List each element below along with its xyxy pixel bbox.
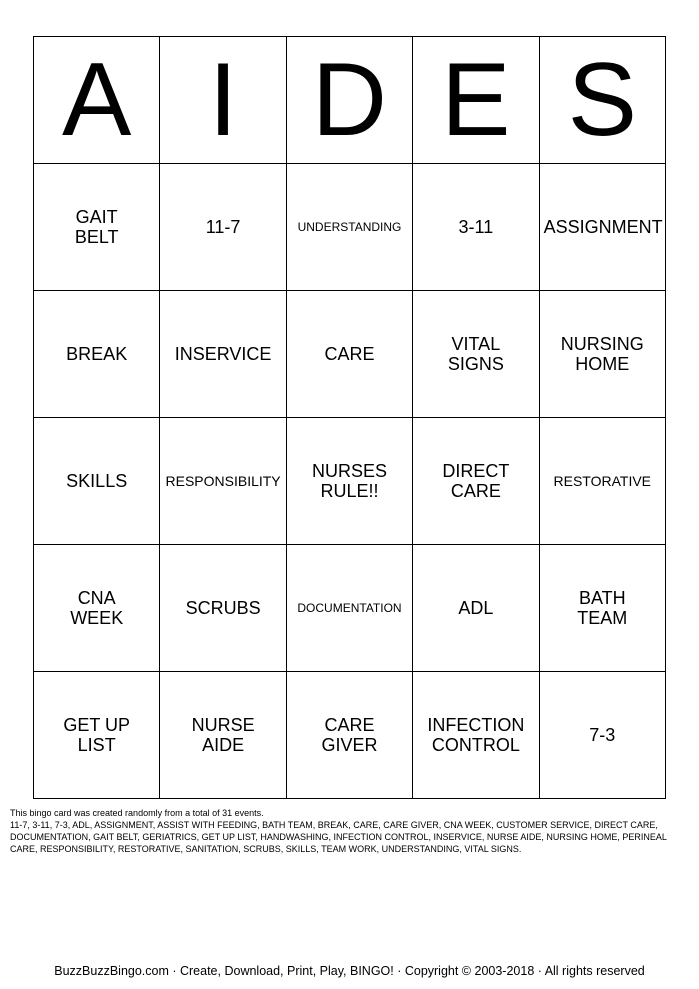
cell-text: NURSES RULE!! <box>311 461 387 501</box>
cell-text: RESPONSIBILITY <box>165 473 281 489</box>
cell-text: SCRUBS <box>185 598 261 618</box>
header-letter-s: S <box>539 37 665 164</box>
cell-text: NURSING HOME <box>560 334 644 374</box>
card-row-5 <box>34 672 666 799</box>
cell-r5-c1 <box>34 672 160 799</box>
cell-r1-c3 <box>286 164 412 291</box>
cell-text: RESTORATIVE <box>553 473 652 489</box>
cell-r4-c3 <box>286 545 412 672</box>
cell-r5-c2 <box>160 672 286 799</box>
card-info-summary: This bingo card was created randomly from a total of 31 events. <box>10 808 264 818</box>
cell-r1-c1 <box>34 164 160 291</box>
cell-text: 7-3 <box>589 725 616 745</box>
cell-r4-c1 <box>34 545 160 672</box>
cell-text: GAIT BELT <box>74 207 119 247</box>
bingo-card <box>33 36 666 799</box>
cell-text: SKILLS <box>66 471 128 491</box>
cell-text: 3-11 <box>458 217 494 237</box>
header-letter-d: D <box>286 37 412 164</box>
cell-text: VITAL SIGNS <box>447 334 504 374</box>
cell-text: BATH TEAM <box>577 588 628 628</box>
card-row-2 <box>34 291 666 418</box>
cell-text: CNA WEEK <box>70 588 124 628</box>
cell-r4-c2 <box>160 545 286 672</box>
cell-r5-c3 <box>286 672 412 799</box>
cell-r2-c4 <box>413 291 539 418</box>
cell-text: GET UP LIST <box>63 715 131 755</box>
cell-text: DIRECT CARE <box>442 461 510 501</box>
cell-r2-c5 <box>539 291 665 418</box>
cell-r3-c1 <box>34 418 160 545</box>
cell-text: DOCUMENTATION <box>297 601 402 615</box>
cell-r3-c4 <box>413 418 539 545</box>
cell-r2-c1 <box>34 291 160 418</box>
header-letter-a: A <box>34 37 160 164</box>
cell-r5-c4 <box>413 672 539 799</box>
card-info-event-list: 11-7, 3-11, 7-3, ADL, ASSIGNMENT, ASSIST WITH FEEDING, BATH TEAM, BREAK, CARE, CARE GIVER, CNA WEEK, CUSTOMER SERVICE, DIRECT CARE, DOCUMENTATION, GAIT BELT, GERIATRICS, GET UP LIST, HANDWASHING, INFECTION CONTROL, INSERVICE, NURSE AIDE, NURSING HOME, PERINEAL CARE, RESPONSIBILITY, RESTORATIVE, SANITATION, SCRUBS, SKILLS, TEAM WORK, UNDERSTANDING, VITAL SIGNS. <box>10 820 667 854</box>
header-letter-e: E <box>413 37 539 164</box>
cell-text: UNDERSTANDING <box>297 220 402 234</box>
cell-r1-c2 <box>160 164 286 291</box>
cell-text: CARE <box>324 344 375 364</box>
cell-r2-c2 <box>160 291 286 418</box>
cell-r1-c4 <box>413 164 539 291</box>
cell-text: ADL <box>458 598 494 618</box>
card-row-3 <box>34 418 666 545</box>
cell-r4-c4 <box>413 545 539 672</box>
card-row-1 <box>34 164 666 291</box>
cell-r3-c3 <box>286 418 412 545</box>
cell-text: INSERVICE <box>174 344 272 364</box>
cell-text: CARE GIVER <box>321 715 378 755</box>
cell-r4-c5 <box>539 545 665 672</box>
card-info <box>10 807 690 855</box>
cell-text: ASSIGNMENT <box>543 217 663 237</box>
cell-r5-c5 <box>539 672 665 799</box>
header-letter-i: I <box>160 37 286 164</box>
cell-r3-c5 <box>539 418 665 545</box>
cell-r1-c5 <box>539 164 665 291</box>
cell-text: INFECTION CONTROL <box>427 715 525 755</box>
cell-r3-c2 <box>160 418 286 545</box>
cell-r2-c3 <box>286 291 412 418</box>
cell-text: BREAK <box>66 344 128 364</box>
cell-text: NURSE AIDE <box>191 715 255 755</box>
page-footer: BuzzBuzzBingo.com · Create, Download, Print, Play, BINGO! · Copyright © 2003-2018 · All rights reserved <box>54 964 645 978</box>
cell-text: 11-7 <box>205 217 241 237</box>
header-row <box>34 37 666 164</box>
card-row-4 <box>34 545 666 672</box>
